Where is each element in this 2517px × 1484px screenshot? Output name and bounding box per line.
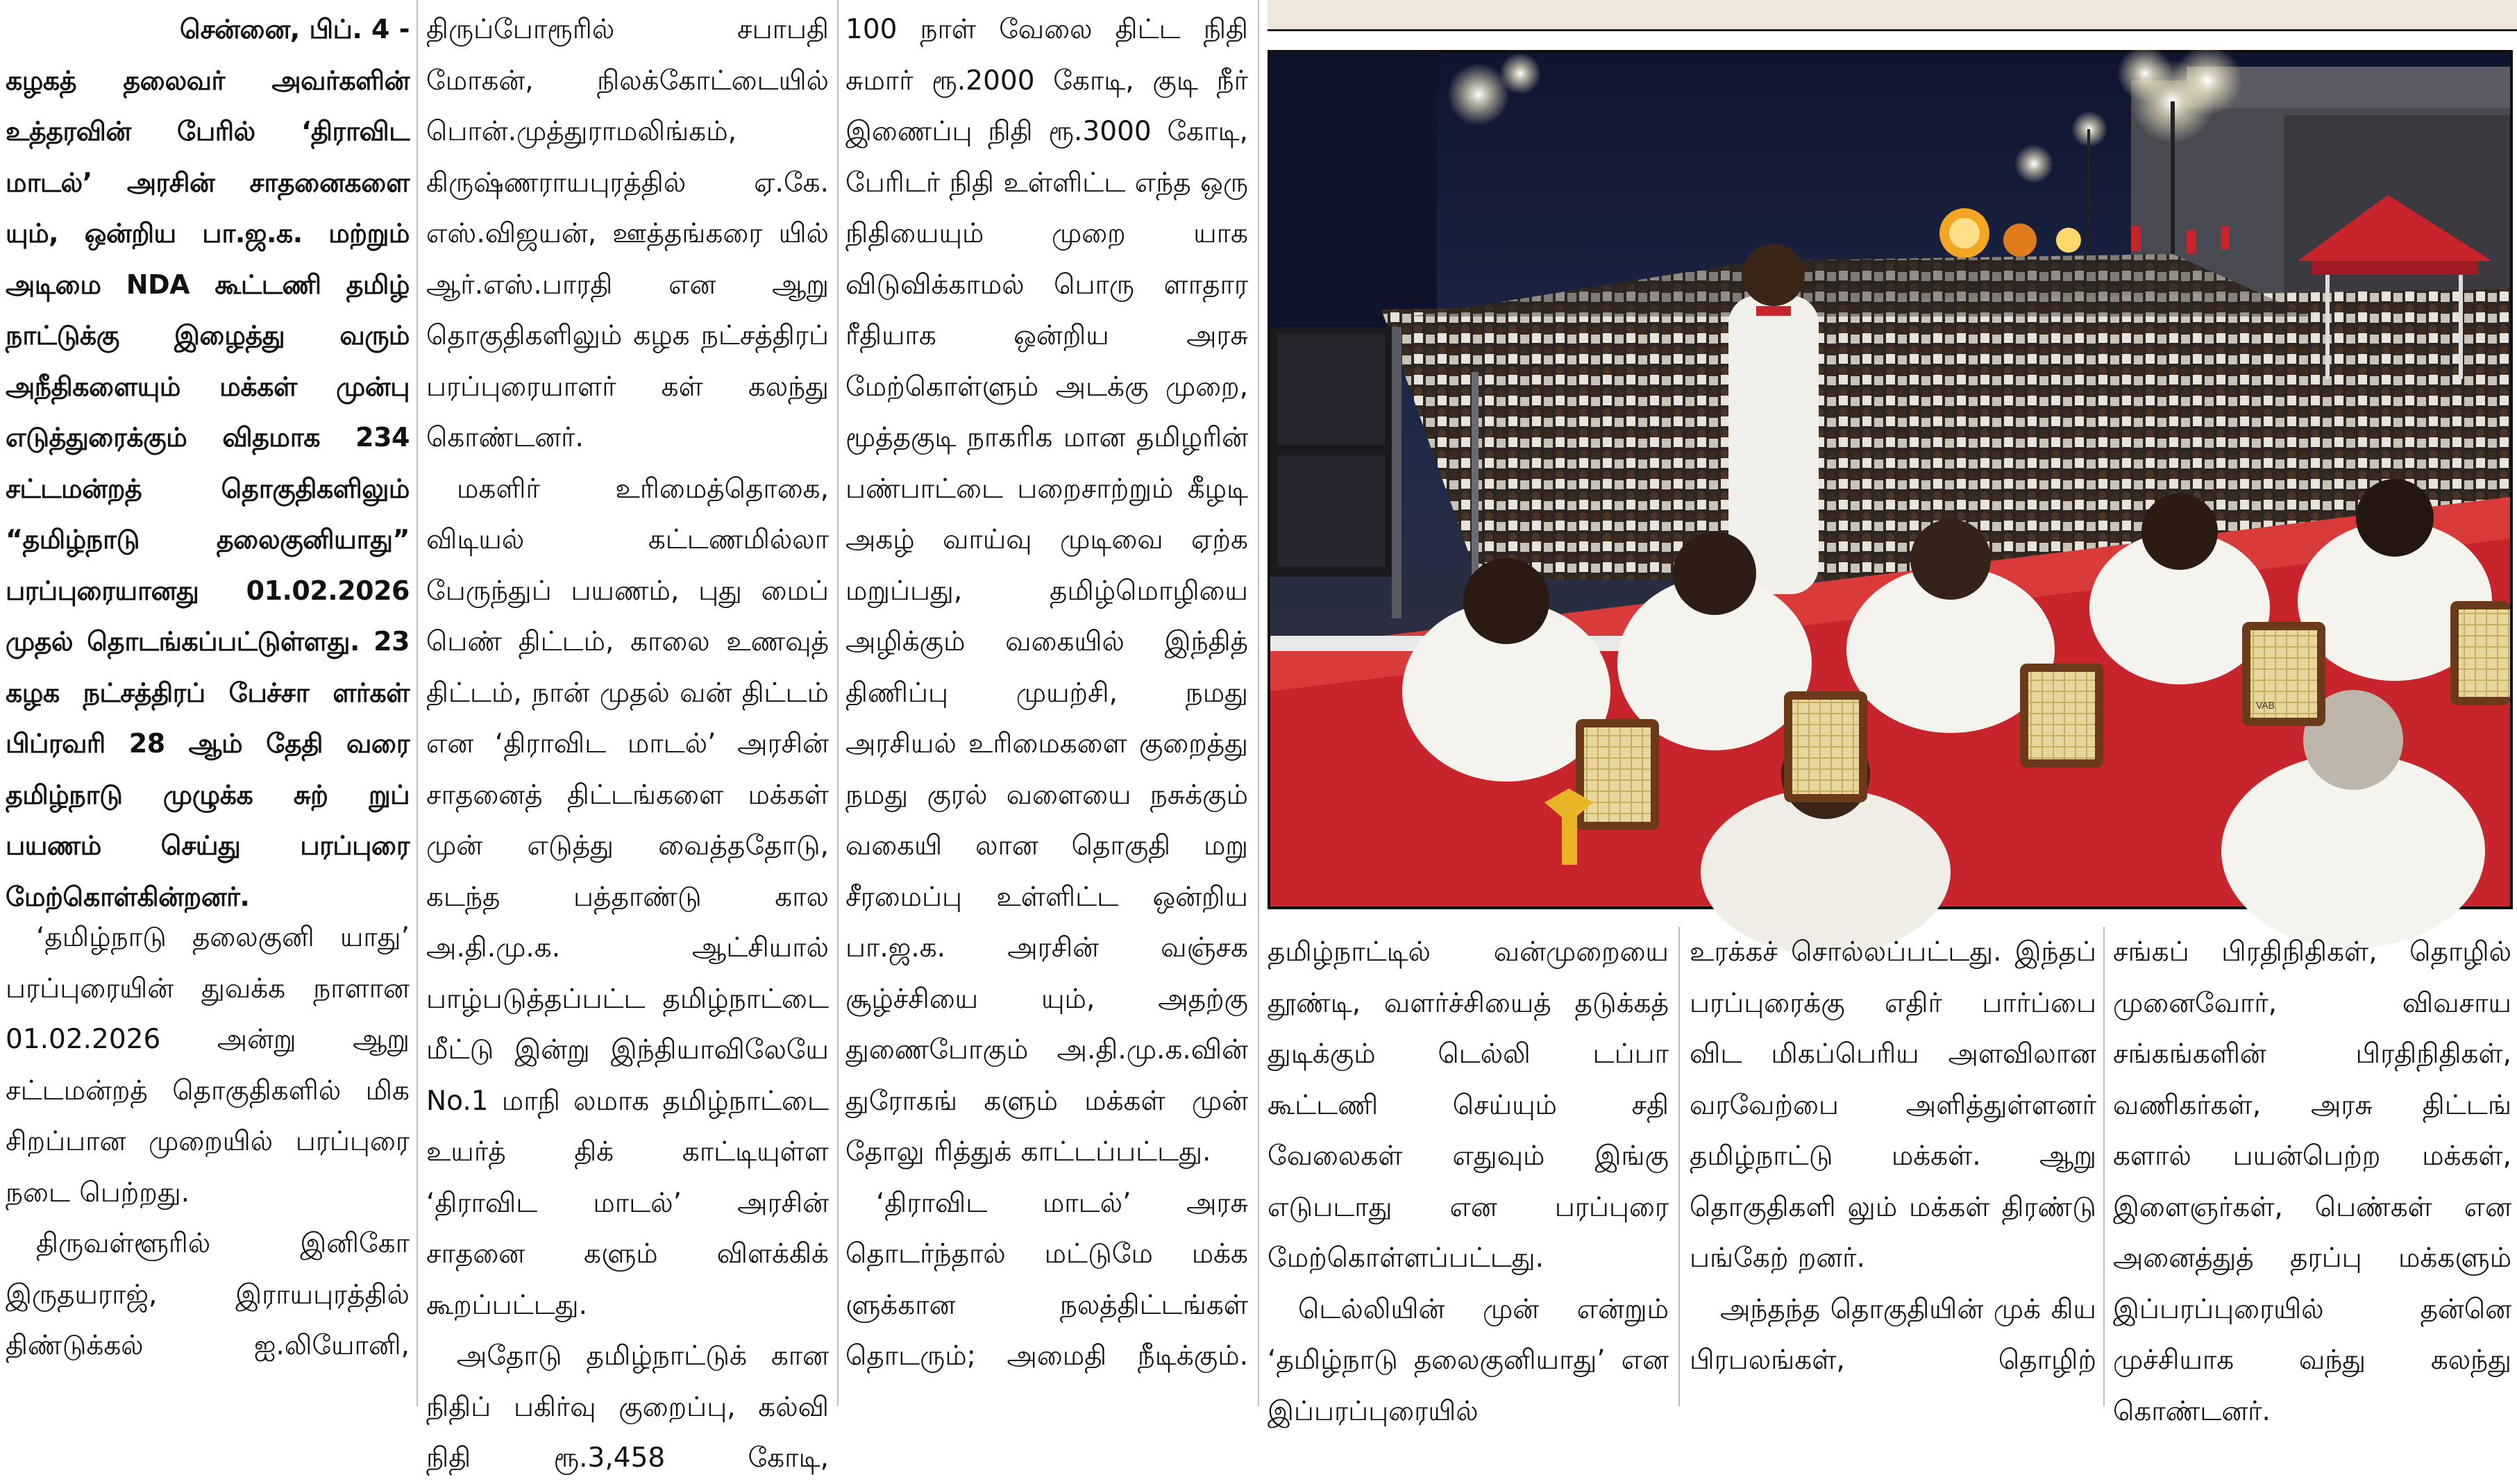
dateline: சென்னை, பிப். 4 - [180,14,410,44]
paragraph: அதோடு தமிழ்நாட்டுக் கான நிதிப் பகிர்வு குறைப்பு, கல்வி நிதி ரூ.3,458 கோடி, [426,1340,829,1474]
column-3 [845,0,1248,1406]
rally-scene-illustration [1270,53,2510,907]
lead-paragraph: கழகத் தலைவர் அவர்களின் உத்தரவின் பேரில் ‘திராவிட மாடல்’ அரசின் சாதனைகளை யும், ஒன்றிய பா.ஜ.க. மற்றும் அடிமை NDA கூட்டணி தமிழ் நாட்டுக்கு இழைத்து வரும் அநீதிகளையும் மக்கள் முன்பு எடுத்துரைக்கும் விதமாக 234 சட்டமன்றத் தொகுதிகளிலும் “தமிழ்நாடு தலைகுனியாது” பரப்புரையானது 01.02.2026 முதல் தொடங்கப்பட்டுள்ளது. 23 கழக நட்சத்திரப் பேச்சா ளர்கள் பிப்ரவரி 28 ஆம் தேதி வரை தமிழ்நாடு முழுக்க சுற் றுப் பயணம் செய்து பரப்புரை மேற்கொள்கின்றனர். [6,65,410,912]
chair-label: VAB [2256,700,2275,711]
paragraph: 100 நாள் வேலை திட்ட நிதி சுமார் ரூ.2000 கோடி, குடி நீர் இணைப்பு நிதி ரூ.3000 கோடி, பேரிடர் நிதி உள்ளிட்ட எந்த ஒரு நிதியையும் முறை யாக விடுவிக்காமல் பொரு ளாதார ரீதியாக ஒன்றிய அரசு மேற்கொள்ளும் அடக்கு முறை, மூத்தகுடி நாகரிக மான தமிழரின் பண்பாட்டை பறைசாற்றும் கீழடி அகழ் வாய்வு முடிவை ஏற்க மறுப்பது, தமிழ்மொழியை அழிக்கும் வகையில் இந்தித் திணிப்பு முயற்சி, நமது அரசியல் உரிமைகளை குறைத்து நமது குரல் வளையை நசுக்கும் வகையி லான தொகுதி மறு சீரமைப்பு உள்ளிட்ட ஒன்றிய பா.ஜ.க. அரசின் வஞ்சக சூழ்ச்சியை யும், அதற்கு துணைபோகும் அ.தி.மு.க.வின் துரோகங் களும் மக்கள் முன் தோலு ரித்துக் காட்டப்பட்டது. [845,14,1248,1167]
column-rule [837,0,839,1406]
paragraph: சங்கப் பிரதிநிதிகள், தொழில் முனைவோர், விவசாய சங்கங்களின் பிரதிநிதிகள், வணிகர்கள், அரசு திட்டங் களால் பயன்பெற்ற மக்கள், இளைஞர்கள், பெண்கள் என அனைத்துத் தரப்பு மக்களும் இப்பரப்புரையில் தன்னெ முச்சியாக வந்து கலந்து கொண்டனர். [2113,936,2511,1427]
paragraph: திருவள்ளூரில் இனிகோ இருதயராஜ், இராயபுரத்தில் திண்டுக்கல் ஐ.லியோனி, [6,1228,410,1361]
column-rule [1258,0,1259,1406]
column-5 [1690,927,2096,1406]
paragraph: அந்தந்த தொகுதியின் முக் கிய பிரபலங்கள், தொழிற் [1690,1293,2096,1376]
column-1-continued [6,912,410,1406]
paragraph: உரக்கச் சொல்லப்பட்டது. இந்தப் பரப்புரைக்கு எதிர் பார்ப்பை விட மிகப்பெரிய அளவிலான வரவேற்பை அளித்துள்ளனர் தமிழ்நாட்டு மக்கள். ஆறு தொகுதிகளி லும் மக்கள் திரண்டு பங்கேற் றனர். [1690,936,2096,1274]
column-4 [1268,927,1669,1427]
paragraph: ‘திராவிட மாடல்’ அரசு தொடர்ந்தால் மட்டுமே மக்க ளுக்கான நலத்திட்டங்கள் தொடரும்; அமைதி நீடிக்கும். [845,1187,1248,1372]
paragraph: திருப்போரூரில் சபாபதி மோகன், நிலக்கோட்டையில் பொன்.முத்துராமலிங்கம், கிருஷ்ணராயபுரத்தில் ஏ.கே. எஸ்.விஜயன், ஊத்தங்கரை யில் ஆர்.எஸ்.பாரதி என ஆறு தொகுதிகளிலும் கழக நட்சத்திரப் பரப்புரையாளர் கள் கலந்து கொண்டனர். [426,14,829,453]
paragraph: தமிழ்நாட்டில் வன்முறையை தூண்டி, வளர்ச்சியைத் தடுக்கத் துடிக்கும் டெல்லி டப்பா கூட்டணி செய்யும் சதி வேலைகள் எதுவும் இங்கு எடுபடாது என பரப்புரை மேற்கொள்ளப்பட்டது. [1268,936,1669,1274]
paragraph: டெல்லியின் முன் என்றும் ‘தமிழ்நாடு தலைகுனியாது’ என இப்பரப்புரையில் [1268,1293,1669,1427]
paragraph: ‘தமிழ்நாடு தலைகுனி யாது’ பரப்புரையின் துவக்க நாளான 01.02.2026 அன்று ஆறு சட்டமன்றத் தொகுதிகளில் மிக சிறப்பான முறையில் பரப்புரை நடை பெற்றது. [6,922,410,1208]
column-6 [2113,927,2511,1427]
column-rule [1678,927,1680,1406]
rally-photo [1268,50,2513,909]
column-rule [2103,927,2105,1406]
paragraph: மகளிர் உரிமைத்தொகை, விடியல் கட்டணமில்லா பேருந்துப் பயணம், புது மைப் பெண் திட்டம், காலை உணவுத் திட்டம், நான் முதல் வன் திட்டம் என ‘திராவிட மாடல்’ அரசின் சாதனைத் திட்டங்களை மக்கள் முன் எடுத்து வைத்ததோடு, கடந்த பத்தாண்டு கால அ.தி.மு.க. ஆட்சியால் பாழ்படுத்தப்பட்ட தமிழ்நாட்டை மீட்டு இன்று இந்தியாவிலேயே No.1 மாநி லமாக தமிழ்நாட்டை உயர்த் திக் காட்டியுள்ள ‘திராவிட மாடல்’ அரசின் சாதனை களும் விளக்கிக் கூறப்பட்டது. [426,473,829,1321]
column-rule [416,0,418,1406]
top-photo-strip [1268,0,2517,31]
column-2 [426,0,829,1474]
